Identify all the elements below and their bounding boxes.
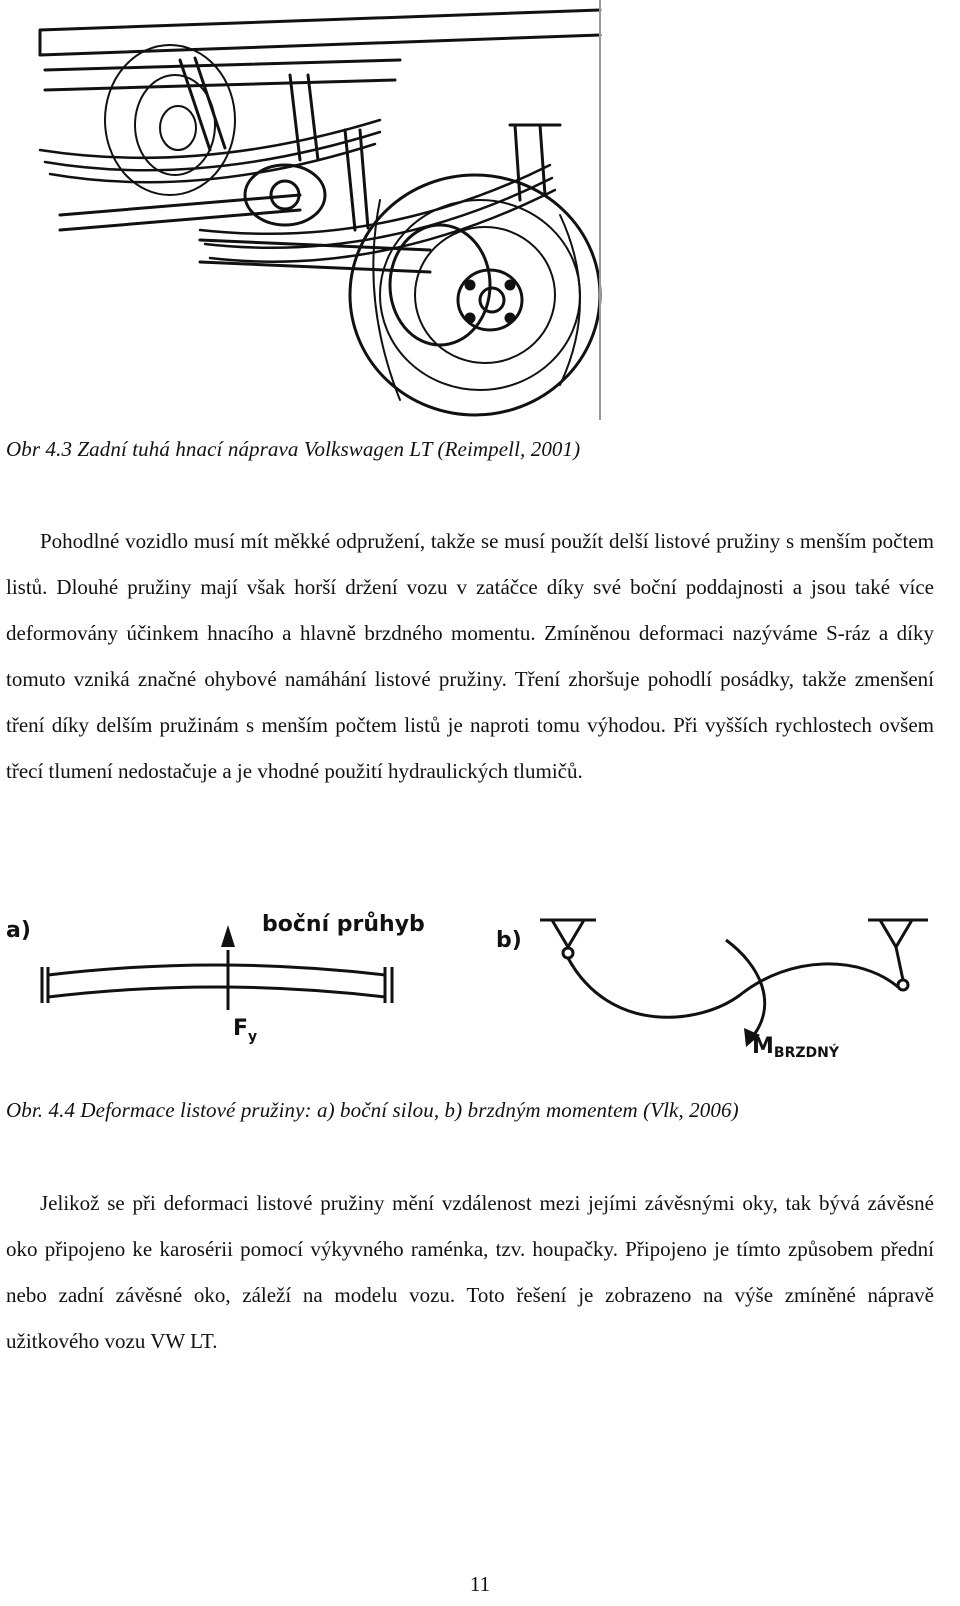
page-number: 11 <box>469 1572 491 1596</box>
diagram-label-a: a) <box>6 918 31 943</box>
paragraph-2-text: Jelikož se při deformaci listové pružiny mění vzdálenost mezi jejími závěsnými oky, tak bývá závěsné oko připojeno ke karosérii pomocí výkyvného raménka, tzv. houpačky. Připojeno je tímto způsobem přední nebo zadní závěsné oko, záleží na modelu vozu. Toto řešení je zobrazeno na výše zmíněné nápravě užitkového vozu VW LT. <box>6 1191 934 1353</box>
paragraph-1-text: Pohodlné vozidlo musí mít měkké odpružení, takže se musí použít delší listové pružiny s menším počtem listů. Dlouhé pružiny mají však horší držení vozu v zatáčce díky své boční poddajnosti a jsou také více deformovány účinkem hnacího a hlavně brzdného momentu. Zmíněnou deformaci nazýváme S-ráz a díky tomuto vzniká značné ohybové namáhání listové pružiny. Tření zhoršuje pohodlí posádky, takže zmenšení tření díky delším pružinám s menším počtem listů je naproti tomu výhodou. Při vyšších rychlostech ovšem třecí tlumení nedostačuje a je vhodné použití hydraulických tlumičů. <box>6 529 934 783</box>
lateral-deflection-label: boční průhyb <box>262 912 425 937</box>
body-paragraph-1 <box>6 518 934 794</box>
diagram-label-b: b) <box>496 928 522 953</box>
braking-moment-label: MBRZDNÝ <box>752 1034 839 1061</box>
figure-caption-4-3: Obr 4.3 Zadní tuhá hnací náprava Volkswagen LT (Reimpell, 2001) <box>6 437 581 461</box>
force-label: $F_y$ <box>233 1016 258 1045</box>
spring-deformation-diagram <box>0 895 960 1080</box>
body-paragraph-2 <box>6 1180 934 1364</box>
axle-illustration <box>0 0 620 430</box>
figure-caption-4-4: Obr. 4.4 Deformace listové pružiny: a) boční silou, b) brzdným momentem (Vlk, 2006) <box>6 1098 739 1122</box>
